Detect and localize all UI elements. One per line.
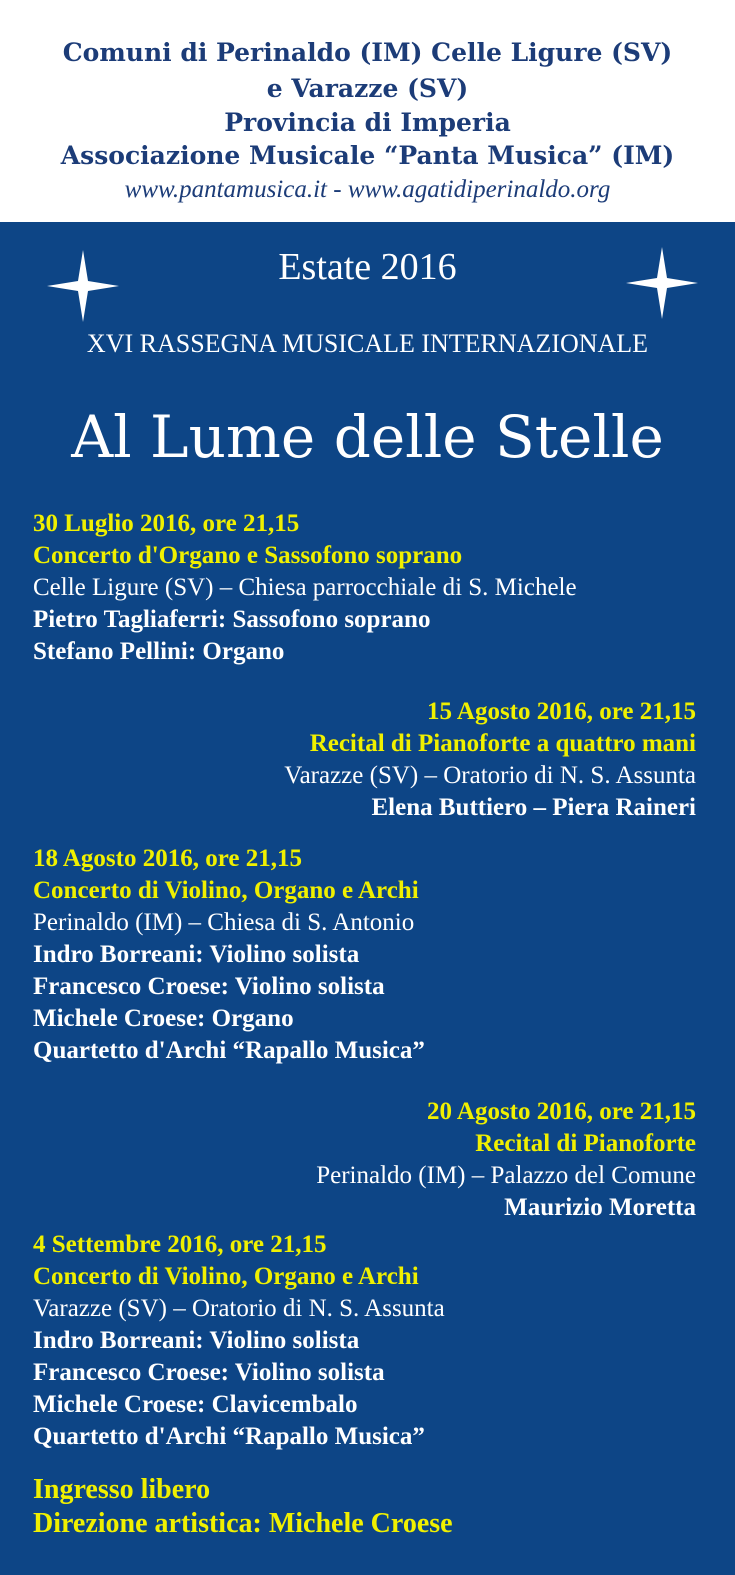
event-date: 4 Settembre 2016, ore 21,15 <box>33 1231 327 1258</box>
event-performer: Quartetto d'Archi “Rapallo Musica” <box>33 1037 425 1064</box>
event-entry <box>33 1229 445 1453</box>
event-entry <box>33 843 425 1067</box>
event-venue: Perinaldo (IM) – Chiesa di S. Antonio <box>33 909 415 936</box>
festival-title: Al Lume delle Stelle <box>71 403 664 471</box>
event-date: 20 Agosto 2016, ore 21,15 <box>427 1098 696 1125</box>
festival-program <box>0 222 735 1575</box>
event-venue: Varazze (SV) – Oratorio di N. S. Assunta <box>33 1295 445 1322</box>
organizers-line: Comuni di Perinaldo (IM) Celle Ligure (SV) <box>62 38 673 67</box>
event-venue: Perinaldo (IM) – Palazzo del Comune <box>316 1162 696 1189</box>
event-performer: Indro Borreani: Violino solista <box>33 941 360 968</box>
free-entry-note: Ingresso libero <box>33 1474 211 1505</box>
event-date: 18 Agosto 2016, ore 21,15 <box>33 845 302 872</box>
event-title: Concerto di Violino, Organo e Archi <box>33 877 419 904</box>
association-line: Associazione Musicale “Panta Musica” (IM) <box>60 141 675 170</box>
event-performer: Michele Croese: Clavicembalo <box>33 1391 358 1418</box>
event-title: Concerto d'Organo e Sassofono soprano <box>33 542 463 569</box>
event-performer: Elena Buttiero – Piera Raineri <box>371 794 696 821</box>
event-performer: Indro Borreani: Violino solista <box>33 1327 360 1354</box>
event-performer: Stefano Pellini: Organo <box>33 638 285 665</box>
province-line: Provincia di Imperia <box>224 108 511 137</box>
event-entry <box>316 1096 696 1224</box>
event-title: Concerto di Violino, Organo e Archi <box>33 1263 419 1290</box>
event-performer: Michele Croese: Organo <box>33 1005 294 1032</box>
event-title: Recital di Pianoforte a quattro mani <box>309 730 696 757</box>
event-title: Recital di Pianoforte <box>475 1130 696 1157</box>
artistic-direction: Direzione artistica: Michele Croese <box>33 1508 453 1539</box>
festival-subtitle: XVI RASSEGNA MUSICALE INTERNAZIONALE <box>86 329 649 358</box>
event-performer: Maurizio Moretta <box>504 1194 696 1221</box>
websites-line: www.pantamusica.it - www.agatidiperinaldo.org <box>124 176 611 203</box>
organizers-header <box>0 0 735 222</box>
organizers-line: e Varazze (SV) <box>266 74 469 103</box>
event-venue: Celle Ligure (SV) – Chiesa parrocchiale di S. Michele <box>33 574 577 601</box>
event-performer: Francesco Croese: Violino solista <box>33 973 385 1000</box>
event-date: 30 Luglio 2016, ore 21,15 <box>33 510 300 537</box>
event-entry <box>33 508 577 668</box>
event-performer: Francesco Croese: Violino solista <box>33 1359 385 1386</box>
event-venue: Varazze (SV) – Oratorio di N. S. Assunta <box>284 762 696 789</box>
event-date: 15 Agosto 2016, ore 21,15 <box>427 698 696 725</box>
event-performer: Pietro Tagliaferri: Sassofono soprano <box>33 606 431 633</box>
event-entry <box>284 696 696 824</box>
event-performer: Quartetto d'Archi “Rapallo Musica” <box>33 1423 425 1450</box>
program-footer <box>33 1473 453 1541</box>
season-label: Estate 2016 <box>278 246 457 288</box>
